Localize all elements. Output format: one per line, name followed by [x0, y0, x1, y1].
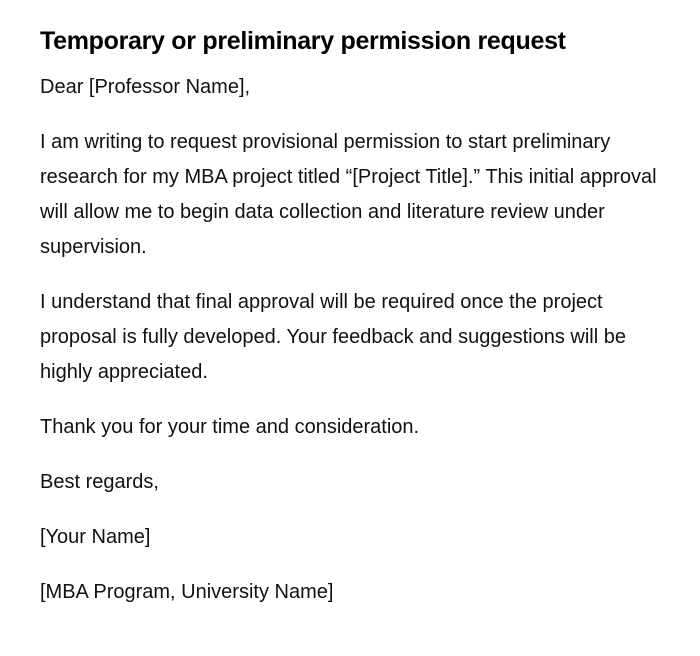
letter-paragraph-approval: I understand that final approval will be required once the project proposal is fully developed. Your feedback and suggestions will be highly appreciated.	[40, 291, 626, 383]
letter-title: Temporary or preliminary permission request	[40, 27, 566, 55]
signature-affiliation: [MBA Program, University Name]	[40, 581, 334, 603]
letter-greeting: Dear [Professor Name],	[40, 76, 251, 98]
letter-document	[40, 24, 660, 610]
letter-paragraph-request: I am writing to request provisional permission to start preliminary research for my MBA project titled “[Project Title].” This initial approval will allow me to begin data collection and literature review under supervision.	[40, 131, 657, 258]
letter-thanks: Thank you for your time and consideration.	[40, 416, 420, 438]
letter-closing: Best regards,	[40, 471, 159, 493]
signature-name: [Your Name]	[40, 526, 151, 548]
